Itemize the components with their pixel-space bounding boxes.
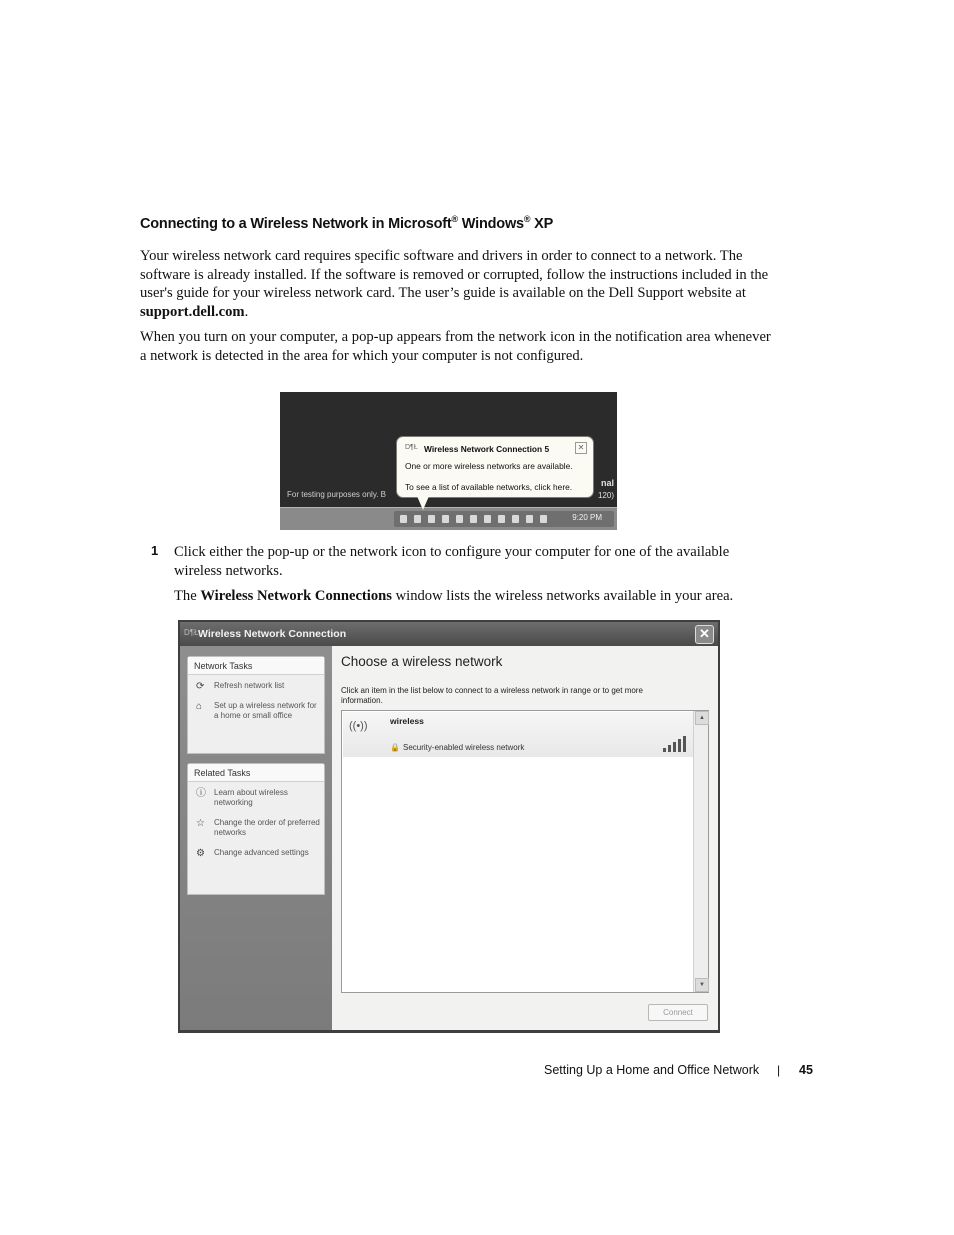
- footer-separator: |: [777, 1063, 781, 1077]
- desktop-right-text-2: 120): [597, 491, 614, 500]
- gear-icon: ⚙: [196, 848, 205, 859]
- step-text: Click either the pop-up or the network icon to configure your computer for one of the available wireless networks.: [174, 544, 730, 579]
- tray-icon[interactable]: [456, 515, 463, 523]
- panel-header: Related Tasks: [188, 764, 324, 782]
- network-connection-icon: D¶Ł: [405, 444, 418, 451]
- tray-icon[interactable]: [442, 515, 449, 523]
- panel-header: Network Tasks: [188, 657, 324, 675]
- balloon-title: Wireless Network Connection 5: [424, 444, 550, 454]
- tray-icon[interactable]: [414, 515, 421, 523]
- scroll-up-icon[interactable]: ▲: [695, 711, 709, 725]
- tray-icon[interactable]: [540, 515, 547, 523]
- main-pane: [332, 646, 718, 1030]
- related-tasks-panel: [187, 763, 325, 895]
- system-clock: 9:20 PM: [572, 513, 602, 522]
- network-icon[interactable]: [400, 515, 407, 523]
- learn-wireless-link[interactable]: ⓘ Learn about wireless networking: [196, 788, 288, 807]
- support-link: support.dell.com: [140, 303, 245, 320]
- advanced-settings-link[interactable]: ⚙ Change advanced settings: [196, 848, 309, 859]
- info-icon: ⓘ: [196, 788, 206, 799]
- balloon-message: One or more wireless networks are available.: [405, 461, 573, 471]
- close-button[interactable]: ✕: [695, 625, 714, 644]
- network-name: wireless: [390, 716, 424, 726]
- instructions: Click an item in the list below to connect to a wireless network in range or to get more information.: [341, 686, 643, 705]
- lock-icon: 🔒: [390, 743, 400, 752]
- tray-icon[interactable]: [484, 515, 491, 523]
- network-security: Security-enabled wireless network: [403, 743, 525, 752]
- network-list-item[interactable]: [343, 712, 693, 757]
- connect-button[interactable]: Connect: [648, 1004, 708, 1021]
- title-bar[interactable]: [180, 622, 718, 646]
- balloon-tail: [417, 496, 429, 510]
- intro-paragraph: Your wireless network card requires specific software and drivers in order to connect to a network. The software is already installed. If the software is removed or corrupted, follow the instructions included in the user's guide for your wireless network card. The user’s guide is available on the Dell Support website at support.dell.com.: [140, 248, 769, 320]
- tray-icon[interactable]: [428, 515, 435, 523]
- task-pane: [180, 646, 332, 1030]
- network-connection-icon: D¶Ł: [184, 628, 199, 637]
- network-tasks-panel: [187, 656, 325, 754]
- change-order-link[interactable]: ☆ Change the order of preferred networks: [196, 818, 320, 837]
- home-network-icon: ⌂: [196, 701, 203, 712]
- notification-screenshot: [280, 392, 617, 530]
- tray-icon[interactable]: [526, 515, 533, 523]
- antenna-icon: ((•)): [349, 720, 368, 732]
- scrollbar[interactable]: [693, 711, 708, 992]
- network-list[interactable]: [341, 710, 709, 993]
- wireless-connection-window: [178, 620, 720, 1033]
- refresh-icon: ⟳: [196, 681, 205, 692]
- tray-icon[interactable]: [498, 515, 505, 523]
- window-title: Wireless Network Connection: [198, 628, 347, 640]
- star-icon: ☆: [196, 818, 205, 829]
- setup-wireless-network-link[interactable]: ⌂ Set up a wireless network for a home or small office: [196, 701, 317, 720]
- notification-balloon[interactable]: [396, 436, 594, 498]
- desktop-watermark-text: For testing purposes only. B: [287, 490, 387, 499]
- balloon-link[interactable]: To see a list of available networks, click here.: [405, 482, 573, 492]
- signal-strength-icon: [663, 736, 687, 752]
- step-number: 1: [151, 543, 159, 558]
- refresh-network-list-link[interactable]: ⟳ Refresh network list: [196, 681, 285, 692]
- footer-section-title: Setting Up a Home and Office Network: [544, 1063, 760, 1077]
- step-subtext: The Wireless Network Connections window lists the wireless networks available in your area.: [174, 588, 734, 604]
- scroll-down-icon[interactable]: ▼: [695, 978, 709, 992]
- tray-icon[interactable]: [470, 515, 477, 523]
- popup-paragraph: When you turn on your computer, a pop-up appears from the network icon in the notification area whenever a network is detected in the area for which your computer is not configured.: [140, 329, 771, 364]
- main-heading: Choose a wireless network: [341, 654, 503, 669]
- close-icon[interactable]: ✕: [575, 442, 587, 454]
- desktop-right-text: nal: [600, 478, 614, 488]
- taskbar: [280, 507, 617, 530]
- tray-icon[interactable]: [512, 515, 519, 523]
- section-heading: Connecting to a Wireless Network in Microsoft® Windows® XP: [140, 214, 554, 232]
- page-number: 45: [799, 1063, 813, 1077]
- notification-area: [394, 511, 614, 527]
